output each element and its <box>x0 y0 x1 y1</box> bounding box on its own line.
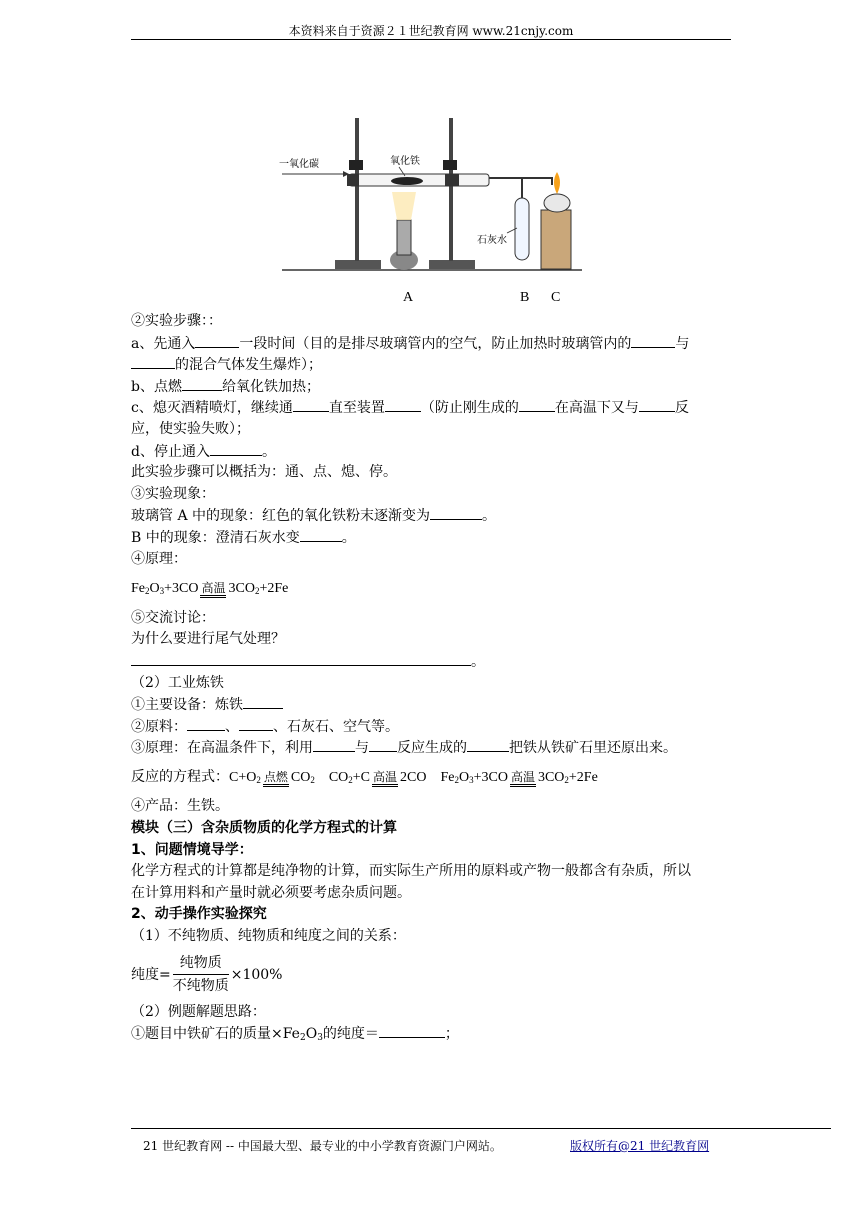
blank <box>210 441 262 456</box>
label-a: A <box>403 290 414 305</box>
blank <box>631 333 675 348</box>
blank <box>131 651 471 666</box>
text-line: b、点燃 给氧化铁加热； <box>131 376 736 398</box>
text-line: ④原理： <box>131 550 187 567</box>
blank <box>430 505 482 520</box>
text-line: ⑤交流讨论： <box>131 609 215 626</box>
text-line: B 中的现象：澄清石灰水变 。 <box>131 527 736 549</box>
blank <box>639 397 675 412</box>
equation-line: $Fe_2O_3+3CO$ 高温 $3CO_2+2Fe$ <box>131 581 289 597</box>
text-line: ②原料： 、 、石灰石、空气等。 <box>131 716 736 738</box>
blank <box>131 354 175 369</box>
page-header: 本资料来自于资源２１世纪教育网 www.21cnjy.com <box>288 24 574 38</box>
text-line: （2）工业炼铁 <box>131 674 224 691</box>
blank <box>239 716 273 731</box>
text-line: c、熄灭酒精喷灯，继续通 直至装置 （防止刚生成的 在高温下又与 反 <box>131 397 736 419</box>
equation-line: 反应的方程式：$C+O_2$ 点燃 $CO_2$ $CO_2+C$ 高温 2CO $Fe_2O_3+3CO$ 高温 $3CO_2+2Fe$ <box>131 769 598 785</box>
text-line: ②实验步骤：： <box>131 313 222 329</box>
blank <box>195 333 239 348</box>
text-line: 为什么要进行尾气处理？ <box>131 631 285 648</box>
blank <box>243 694 283 709</box>
copyright-link[interactable]: 版权所有@21 世纪教育网 <box>570 1139 710 1153</box>
blank <box>187 716 225 731</box>
blank <box>300 527 342 542</box>
limewater-label: 石灰水 <box>477 235 507 246</box>
blank <box>369 737 397 752</box>
text-line: ①题目中铁矿石的质量$\times Fe_2O_3$的纯度＝ ； <box>131 1023 736 1045</box>
subheading: 2、动手操作实验探究 <box>131 906 267 923</box>
footer-text: 21 世纪教育网 -- 中国最大型、最专业的中小学教育资源门户网站。 <box>143 1139 502 1153</box>
text-line: ①主要设备：炼铁 <box>131 694 736 716</box>
label-b: B <box>520 290 530 305</box>
text-line: 在计算用料和产量时就必须要考虑杂质问题。 <box>131 884 411 901</box>
text-line: 的混合气体发生爆炸）； <box>131 354 736 376</box>
label-c: C <box>551 290 561 305</box>
text-line: 应，使实验失败）； <box>131 420 250 437</box>
fe2o3-label: 氧化铁 <box>390 156 420 167</box>
text-line: （1）不纯物质、纯物质和纯度之间的关系： <box>131 928 406 945</box>
text-line: 。 <box>131 651 736 673</box>
blank <box>379 1023 445 1038</box>
footer-rule <box>131 1128 831 1129</box>
text-line: ③原理：在高温条件下，利用 与 反应生成的 把铁从铁矿石里还原出来。 <box>131 737 736 759</box>
text-line: ④产品：生铁。 <box>131 798 229 815</box>
blank <box>519 397 555 412</box>
text-line: 化学方程式的计算都是纯净物的计算，而实际生产所用的原料或产物一般都含有杂质，所以 <box>131 863 691 880</box>
text-line: 玻璃管 A 中的现象：红色的氧化铁粉末逐渐变为 。 <box>131 505 736 527</box>
text-line: 此实验步骤可以概括为：通、点、熄、停。 <box>131 464 397 481</box>
blank <box>467 737 509 752</box>
subheading: 1、问题情境导学： <box>131 841 253 858</box>
purity-formula: 纯度= $\frac{\text{纯物质}}{\text{不纯物质}}$ ×100% <box>131 955 283 995</box>
document-body <box>131 311 736 1045</box>
text-line: d、停止通入 。 <box>131 441 736 463</box>
section-heading: 模块（三）含杂质物质的化学方程式的计算 <box>131 820 397 837</box>
blank <box>182 376 222 391</box>
blank <box>385 397 421 412</box>
text-line: a、先通入 一段时间（目的是排尽玻璃管内的空气，防止加热时玻璃管内的 与 <box>131 333 736 355</box>
co-label: 一氧化碳 <box>279 159 319 170</box>
text-line: （2）例题解题思路： <box>131 1003 266 1020</box>
apparatus-figure <box>277 110 587 275</box>
blank <box>293 397 329 412</box>
header-rule <box>131 39 731 40</box>
text-line: ③实验现象： <box>131 485 215 502</box>
blank <box>313 737 355 752</box>
